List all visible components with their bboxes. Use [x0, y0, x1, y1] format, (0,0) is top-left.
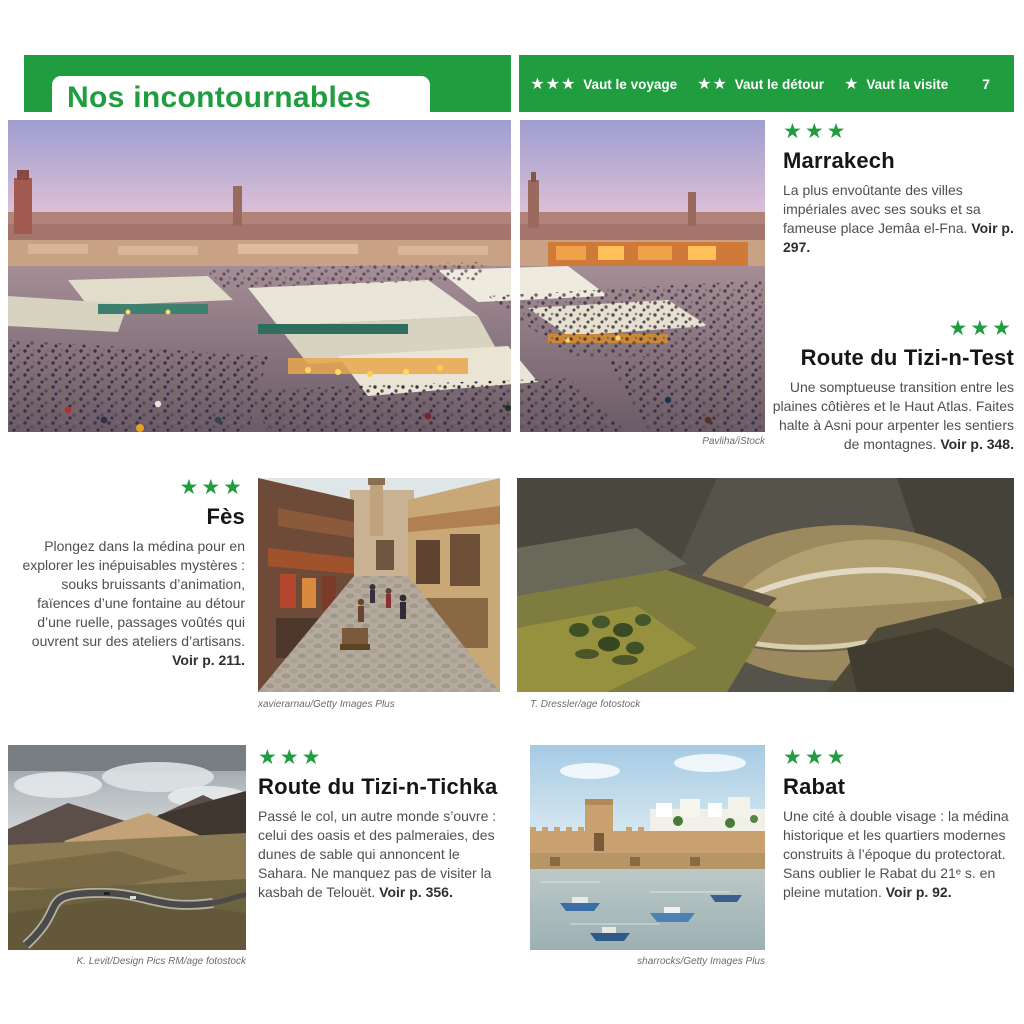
see-page-reference: Voir p. 297. — [783, 220, 1014, 255]
photo-credit: K. Levit/Design Pics RM/age fotostock — [76, 956, 246, 967]
two-stars-icon: ★★ — [697, 75, 728, 93]
see-page-reference: Voir p. 211. — [172, 652, 245, 668]
rating-three-stars-icon: ★★★ — [783, 746, 849, 769]
legend-item-worth-a-visit — [844, 74, 948, 94]
section-body — [258, 807, 508, 902]
header-bar-left — [24, 55, 511, 112]
rating-three-stars-icon: ★★★ — [179, 476, 245, 499]
page-title-box — [52, 76, 430, 119]
page-title: Nos incontournables — [67, 80, 372, 114]
photo-credit: T. Dressler/age fotostock — [530, 699, 641, 710]
body-text: Une cité à double visage : la médina historique et les quartiers modernes construits à l’époque du protectorat. Sans oublier le Rabat du 21ᵉ s. en pleine mutation. — [783, 808, 1009, 900]
section-rabat — [783, 747, 1016, 902]
legend-label: Vaut le détour — [734, 76, 825, 92]
mountain-road-photo-illustration — [517, 478, 1014, 692]
see-page-reference: Voir p. 348. — [940, 436, 1014, 452]
header-bar-right — [519, 55, 1014, 112]
section-body — [783, 807, 1016, 902]
one-star-icon: ★ — [844, 75, 860, 93]
photo-fes-medina-souk — [258, 478, 500, 692]
photo-tizi-n-tichka-road — [8, 745, 246, 950]
photo-credit: sharrocks/Getty Images Plus — [637, 956, 765, 967]
tichka-photo-illustration — [8, 745, 246, 950]
legend-label: Vaut la visite — [866, 76, 949, 92]
section-body — [762, 378, 1014, 454]
section-title: Rabat — [783, 774, 846, 799]
marrakech-photo-illustration — [8, 120, 765, 432]
three-stars-icon: ★★★ — [530, 75, 577, 93]
body-text: La plus envoûtante des villes impériales avec ses souks et sa fameuse place Jemâa el-Fna. — [783, 182, 981, 236]
section-marrakech — [783, 121, 1014, 257]
section-body — [783, 181, 1014, 257]
legend-item-worth-a-detour — [697, 74, 824, 94]
fes-photo-illustration — [258, 478, 500, 692]
section-title: Fès — [206, 504, 245, 529]
body-text: Plongez dans la médina pour en explorer les inépuisables mystères : souks bruissants d’animation, faïences d’une fontaine au détour d’une ruelle, passages voûtés qui ouvrent sur des ateliers d’artisans. — [22, 538, 245, 649]
page-number: 7 — [982, 75, 990, 92]
see-page-reference: Voir p. 356. — [379, 884, 453, 900]
rating-three-stars-icon: ★★★ — [948, 317, 1014, 340]
page-gutter-divider — [511, 120, 520, 432]
see-page-reference: Voir p. 92. — [885, 884, 952, 900]
legend-label: Vaut le voyage — [583, 76, 678, 92]
rabat-photo-illustration — [530, 745, 765, 950]
section-title: Route du Tizi-n-Test — [800, 345, 1014, 370]
section-body — [15, 537, 245, 670]
body-text: Une somptueuse transition entre les plaines côtières et le Haut Atlas. Faites halte à Asni pour arpenter les sentiers de montagnes. — [772, 379, 1014, 452]
rating-three-stars-icon: ★★★ — [258, 746, 324, 769]
section-title: Marrakech — [783, 148, 895, 173]
photo-rabat-kasbah-river — [530, 745, 765, 950]
body-text: Passé le col, un autre monde s’ouvre : celui des oasis et des palmeraies, des dunes de sable qui annoncent le Sahara. Ne manquez pas de visiter la kasbah de Telouët. — [258, 808, 497, 900]
photo-marrakech-jemaa-el-fna — [8, 120, 765, 432]
section-fes — [15, 477, 245, 670]
section-tizi-n-tichka — [258, 747, 508, 902]
section-tizi-n-test — [762, 318, 1014, 454]
rating-three-stars-icon: ★★★ — [783, 120, 849, 143]
section-title: Route du Tizi-n-Tichka — [258, 774, 498, 799]
photo-credit: Pavliha/iStock — [702, 436, 765, 447]
legend-item-worth-a-journey — [530, 74, 677, 94]
photo-credit: xavierarnau/Getty Images Plus — [258, 699, 395, 710]
photo-tizi-n-test-mountain-road — [517, 478, 1014, 692]
